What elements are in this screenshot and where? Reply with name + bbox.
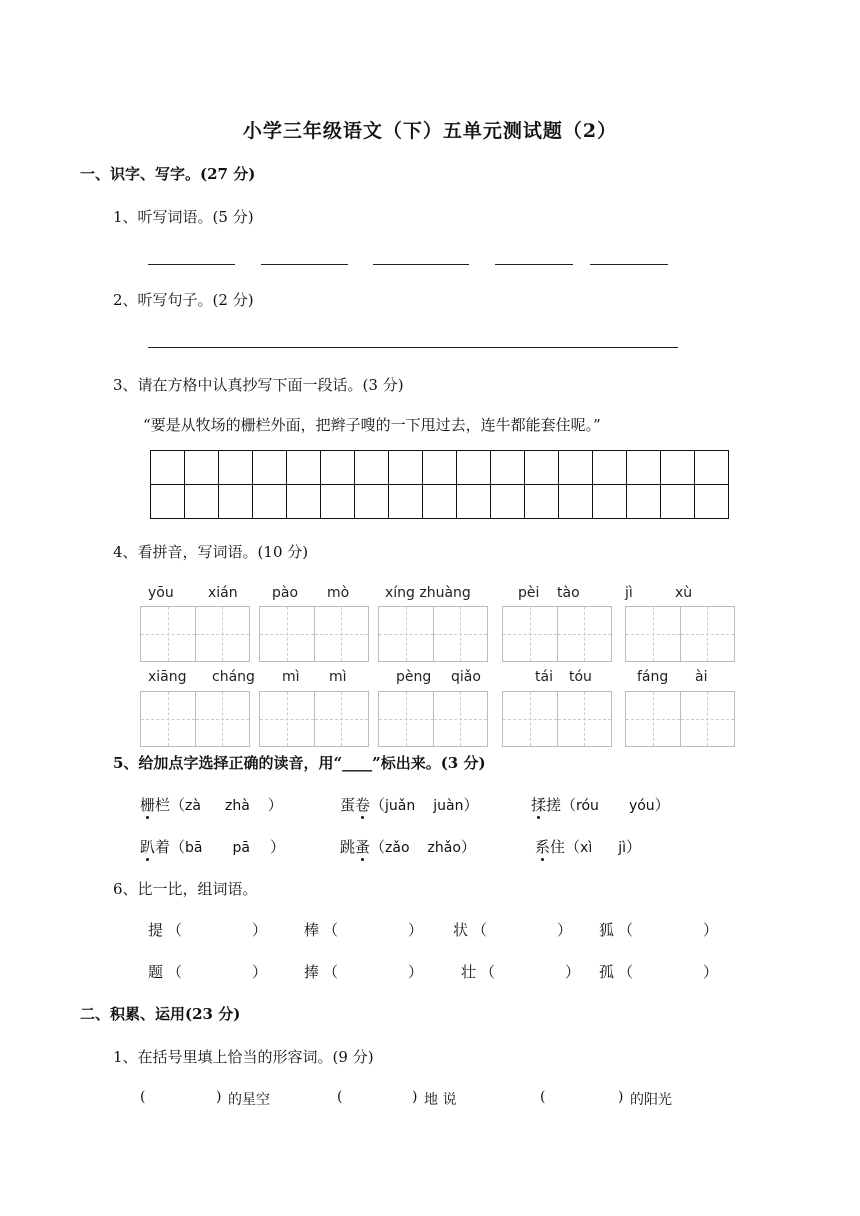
pinyin: tào: [557, 585, 580, 601]
reading-item: 揉搓（róu yóu）: [531, 796, 670, 814]
pinyin: fáng: [637, 669, 669, 685]
answer-line[interactable]: [261, 264, 348, 265]
tianzige-box[interactable]: [378, 606, 488, 662]
pinyin-option[interactable]: juàn: [433, 798, 464, 814]
pinyin: xiāng: [148, 669, 187, 685]
pinyin: pào: [272, 585, 299, 601]
dotted-char: 系: [535, 838, 551, 856]
pinyin: jì: [625, 585, 633, 601]
pinyin: xíng zhuàng: [385, 585, 471, 601]
tianzige-box[interactable]: [259, 606, 369, 662]
pinyin-option[interactable]: bā: [185, 840, 203, 856]
pinyin-option[interactable]: xì: [580, 840, 593, 856]
sentence-answer-line[interactable]: [148, 347, 678, 348]
reading-item: 系住（xì jì）: [535, 838, 642, 856]
tianzige-box[interactable]: [625, 691, 735, 747]
answer-line[interactable]: [590, 264, 668, 265]
tianzige-box[interactable]: [378, 691, 488, 747]
question-1-4: 4、看拼音，写词语。(10 分): [113, 543, 309, 561]
pinyin-option[interactable]: zhǎo: [427, 840, 461, 856]
fill-item: 的阳光: [630, 1092, 672, 1108]
reading-item: 蛋卷（juǎn juàn）: [340, 796, 479, 814]
pinyin-option[interactable]: yóu: [628, 798, 655, 814]
tianzige-box[interactable]: [140, 691, 250, 747]
pinyin-option[interactable]: jì: [618, 840, 627, 856]
compare-char: 壮: [461, 963, 477, 981]
pinyin: qiǎo: [451, 669, 481, 685]
dotted-char: 揉: [531, 796, 547, 814]
page-title: 小学三年级语文（下）五单元测试题（2）: [242, 120, 618, 142]
pinyin: mò: [327, 585, 350, 601]
pinyin: xián: [208, 585, 238, 601]
pinyin-option[interactable]: zǎo: [385, 840, 410, 856]
pinyin: tóu: [569, 669, 592, 685]
pinyin: xù: [675, 585, 693, 601]
answer-line[interactable]: [495, 264, 573, 265]
compare-char: 捧: [304, 963, 320, 981]
pinyin: cháng: [212, 669, 255, 685]
pinyin: yōu: [148, 585, 174, 601]
pinyin: tái: [535, 669, 553, 685]
dotted-char: 栅: [140, 796, 156, 814]
reading-item: 趴着（bā pā ）: [140, 838, 285, 856]
pinyin-option[interactable]: zhà: [224, 798, 250, 814]
dotted-char: 卷: [355, 796, 371, 814]
question-1-5: 5、给加点字选择正确的读音，用“____”标出来。(3 分): [113, 754, 486, 772]
tianzige-box[interactable]: [140, 606, 250, 662]
question-1-3: 3、请在方格中认真抄写下面一段话。(3 分): [113, 376, 404, 394]
pinyin: mì: [282, 669, 300, 685]
answer-line[interactable]: [373, 264, 469, 265]
question-2-1: 1、在括号里填上恰当的形容词。(9 分): [113, 1048, 374, 1066]
pinyin-option[interactable]: zà: [185, 798, 201, 814]
dotted-char: 蚤: [355, 838, 371, 856]
dotted-char: 趴: [140, 838, 156, 856]
compare-char: 提: [148, 921, 164, 939]
copy-grid[interactable]: [150, 450, 729, 519]
reading-item: 跳蚤（zǎo zhǎo）: [340, 838, 476, 856]
answer-line[interactable]: [148, 264, 235, 265]
compare-char: 题: [148, 963, 164, 981]
pinyin: pèi: [518, 585, 540, 601]
pinyin: pèng: [396, 669, 432, 685]
tianzige-box[interactable]: [625, 606, 735, 662]
pinyin: mì: [329, 669, 347, 685]
reading-item: 栅栏（zà zhà ）: [140, 796, 283, 814]
fill-item: 地 说: [424, 1092, 457, 1108]
tianzige-box[interactable]: [259, 691, 369, 747]
question-1-1: 1、听写词语。(5 分): [113, 208, 254, 226]
compare-char: 状: [453, 921, 469, 939]
compare-char: 棒: [304, 921, 320, 939]
tianzige-box[interactable]: [502, 606, 612, 662]
section-2-heading: 二、积累、运用(23 分): [80, 1005, 241, 1023]
pinyin-option[interactable]: juǎn: [385, 798, 416, 814]
fill-item: 的星空: [228, 1092, 270, 1108]
pinyin-option[interactable]: róu: [576, 798, 599, 814]
question-1-2: 2、听写句子。(2 分): [113, 291, 254, 309]
pinyin-option[interactable]: pā: [232, 840, 250, 856]
compare-char: 狐: [599, 921, 615, 939]
copy-passage: “要是从牧场的栅栏外面，把辫子嗖的一下甩过去，连牛都能套住呢。”: [143, 416, 601, 434]
section-1-heading: 一、识字、写字。(27 分): [80, 165, 256, 183]
pinyin: ài: [695, 669, 708, 685]
tianzige-box[interactable]: [502, 691, 612, 747]
question-1-6: 6、比一比，组词语。: [113, 880, 258, 898]
compare-char: 孤: [599, 963, 615, 981]
